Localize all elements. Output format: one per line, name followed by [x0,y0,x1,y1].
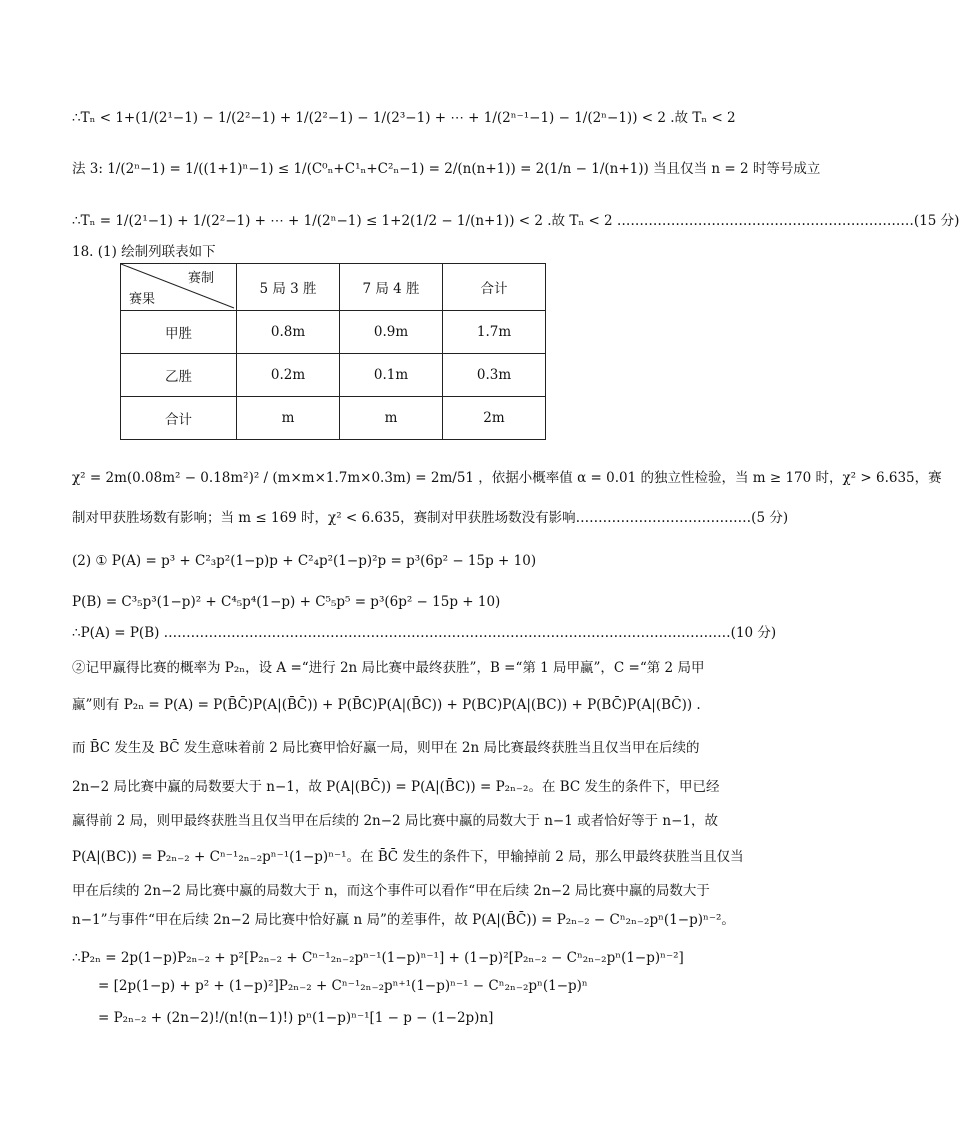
line-p2n-derivation-1: ∴P₂ₙ = 2p(1−p)P₂ₙ₋₂ + p²[P₂ₙ₋₂ + Cⁿ⁻¹₂ₙ₋₂pⁿ⁻¹(1−p)ⁿ⁻¹] + (1−p)²[P₂ₙ₋₂ − Cⁿ₂ₙ₋₂pⁿ(1−p)ⁿ⁻²] [72,950,684,966]
column-header: 合计 [443,264,546,311]
line-chi-square: χ² = 2m(0.08m² − 0.18m²)² / (m×m×1.7m×0.3m) = 2m/51 ，依据小概率值 α = 0.01 的独立性检验，当 m ≥ 170 时，χ² > 6.635，赛 [72,470,942,486]
table-cell: 1.7m [443,311,546,354]
line-case-bc-3: 赢得前 2 局，则甲最终获胜当且仅当甲在后续的 2n−2 局比赛中赢的局数大于 n−1 或者恰好等于 n−1，故 [72,813,719,829]
row-header: 合计 [121,397,237,440]
line-p2n-derivation-3: = P₂ₙ₋₂ + (2n−2)!/(n!(n−1)!) pⁿ(1−p)ⁿ⁻¹[1 − p − (1−2p)n] [98,1010,494,1026]
corner-bottom-label: 赛果 [129,292,156,307]
table-cell: 0.1m [340,354,443,397]
table-cell: m [237,397,340,440]
table-cell: 0.9m [340,311,443,354]
table-cell: 0.8m [237,311,340,354]
line-case-bc: 而 B̄C 发生及 BC̄ 发生意味着前 2 局比赛甲恰好赢一局，则甲在 2n 局比赛最终获胜当且仅当甲在后续的 [72,740,700,756]
section-heading-18: 18. (1) 绘制列联表如下 [72,244,216,260]
line-part2-pa: (2) ① P(A) = p³ + C²₃p²(1−p)p + C²₄p²(1−p)²p = p³(6p² − 15p + 10) [72,553,537,569]
line-case-bc-6: n−1”与事件“甲在后续 2n−2 局比赛中恰好赢 n 局”的差事件，故 P(A|(B̄C̄)) = P₂ₙ₋₂ − Cⁿ₂ₙ₋₂pⁿ(1−p)ⁿ⁻²。 [72,912,735,928]
column-header: 5 局 3 胜 [237,264,340,311]
line-p2n-derivation-2: = [2p(1−p) + p² + (1−p)²]P₂ₙ₋₂ + Cⁿ⁻¹₂ₙ₋₂pⁿ⁺¹(1−p)ⁿ⁻¹ − Cⁿ₂ₙ₋₂pⁿ(1−p)ⁿ [98,978,588,994]
line-p2n-total-probability: 赢”则有 P₂ₙ = P(A) = P(B̄C̄)P(A|(B̄C̄)) + P(B̄C)P(A|(B̄C)) + P(BC)P(A|(BC)) + P(BC̄)P(A|(BC̄)) . [72,697,701,713]
contingency-table [120,263,546,440]
line-part2-conclusion: ∴P(A) = P(B) ………………………………………………………………………………………………………………(10 分) [72,625,777,641]
line-2: 法 3: 1/(2ⁿ−1) = 1/((1+1)ⁿ−1) ≤ 1/(C⁰ₙ+C¹ₙ+C²ₙ−1) = 2/(n(n+1)) = 2(1/n − 1/(n+1)) 当且仅当 n = 2 时等号成立 [72,161,821,177]
table-cell: 2m [443,397,546,440]
row-header: 乙胜 [121,354,237,397]
line-part2-pb: P(B) = C³₅p³(1−p)² + C⁴₅p⁴(1−p) + C⁵₅p⁵ = p³(6p² − 15p + 10) [72,594,501,610]
line-chi-conclusion: 制对甲获胜场数有影响；当 m ≤ 169 时，χ² < 6.635，赛制对甲获胜场数没有影响…………………………………(5 分) [72,510,789,526]
table-cell: 0.3m [443,354,546,397]
line-1: ∴Tₙ < 1+(1/(2¹−1) − 1/(2²−1) + 1/(2²−1) − 1/(2³−1) + ⋯ + 1/(2ⁿ⁻¹−1) − 1/(2ⁿ−1)) < 2 .故 Tₙ < 2 [72,110,736,126]
line-case-bc-2: 2n−2 局比赛中赢的局数要大于 n−1，故 P(A|(BC̄)) = P(A|(B̄C)) = P₂ₙ₋₂。在 BC 发生的条件下，甲已经 [72,779,720,795]
column-header: 7 局 4 胜 [340,264,443,311]
table-cell: m [340,397,443,440]
corner-top-label: 赛制 [187,271,214,286]
line-p2n-definition: ②记甲赢得比赛的概率为 P₂ₙ，设 A =“进行 2n 局比赛中最终获胜”，B =“第 1 局甲赢”，C =“第 2 局甲 [72,660,705,676]
line-3: ∴Tₙ = 1/(2¹−1) + 1/(2²−1) + ⋯ + 1/(2ⁿ−1) ≤ 1+2(1/2 − 1/(n+1)) < 2 .故 Tₙ < 2 …………………………………………………………(15 分) [72,213,959,229]
row-header: 甲胜 [121,311,237,354]
table-cell: 0.2m [237,354,340,397]
line-case-bc-5: 甲在后续的 2n−2 局比赛中赢的局数大于 n，而这个事件可以看作“甲在后续 2n−2 局比赛中赢的局数大于 [72,883,710,899]
table-corner-cell [121,264,237,311]
line-case-bc-4: P(A|(BC)) = P₂ₙ₋₂ + Cⁿ⁻¹₂ₙ₋₂pⁿ⁻¹(1−p)ⁿ⁻¹。在 B̄C̄ 发生的条件下，甲输掉前 2 局，那么甲最终获胜当且仅当 [72,849,744,865]
